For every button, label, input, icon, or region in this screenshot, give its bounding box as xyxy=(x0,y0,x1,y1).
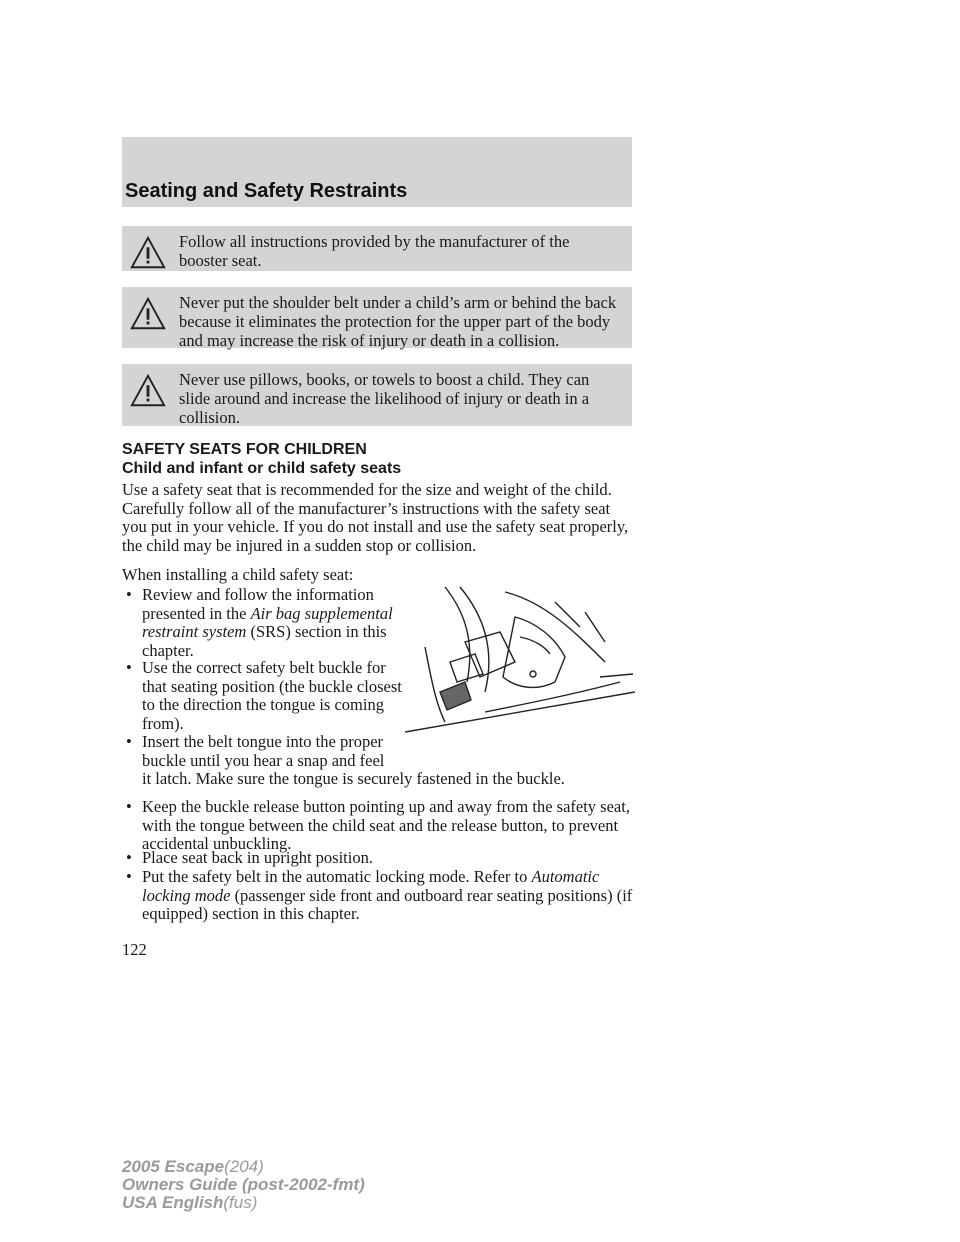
bullet-dot-icon: • xyxy=(126,848,132,867)
bullet-dot-icon: • xyxy=(126,797,132,816)
footer-model: 2005 Escape xyxy=(122,1157,225,1176)
body-paragraph: When installing a child safety seat: xyxy=(122,565,354,584)
section-heading: SAFETY SEATS FOR CHILDREN xyxy=(122,441,367,458)
section-subheading: Child and infant or child safety seats xyxy=(122,460,402,477)
list-item-text: (SRS) section in this chapter. xyxy=(142,622,387,660)
warning-triangle-icon xyxy=(129,295,167,333)
list-item-text: (passenger side front and outboard rear seating positions) (if equipped) section in this chapter. xyxy=(142,885,633,924)
footer xyxy=(122,1158,365,1212)
bullet-dot-icon: • xyxy=(126,732,132,751)
warning-text: Never put the shoulder belt under a child’s arm or behind the back because it eliminates the protection for the upper part of the body and may increase the risk of injury or death in a collision. xyxy=(179,293,617,350)
footer-language: USA English xyxy=(122,1193,224,1212)
footer-code: (204) xyxy=(224,1157,264,1176)
warning-box xyxy=(122,287,632,348)
warning-triangle-icon xyxy=(129,372,167,410)
list-item-text: Use the correct safety belt buckle for that seating position (the buckle closest to the direction the tongue is coming from). xyxy=(142,658,402,733)
list-item-text: Put the safety belt in the automatic locking mode. Refer to xyxy=(142,867,532,886)
page-title: Seating and Safety Restraints xyxy=(125,180,408,202)
list-item-reference: Air bag supplemental restraint system xyxy=(142,603,393,642)
page-number: 122 xyxy=(122,940,147,959)
warning-box xyxy=(122,226,632,271)
list-item-text: Review and follow the information presented in the xyxy=(142,585,374,623)
bullet-dot-icon: • xyxy=(126,867,132,886)
body-paragraph: Use a safety seat that is recommended for the size and weight of the child. Carefully follow all of the manufacturer’s instructions with the safety seat you put in your vehicle. If you do not install and use the safety seat properly, the child may be injured in a sudden stop or collision. xyxy=(122,480,629,555)
warning-triangle-icon xyxy=(129,234,167,272)
buckle-illustration xyxy=(405,582,635,742)
warning-text: Follow all instructions provided by the manufacturer of the booster seat. xyxy=(179,232,570,270)
list-item-reference: Automatic locking mode xyxy=(142,867,600,905)
list-item-text: Insert the belt tongue into the proper buckle until you hear a snap and feel it latch. Make sure the tongue is securely fastened in the buckle. xyxy=(142,732,565,789)
bullet-dot-icon: • xyxy=(126,658,132,677)
warning-text: Never use pillows, books, or towels to boost a child. They can slide around and increase the likelihood of injury or death in a collision. xyxy=(179,370,590,427)
list-item-text: Place seat back in upright position. xyxy=(142,848,373,867)
list-item-text: Keep the buckle release button pointing up and away from the safety seat, with the tongue between the child seat and the release button, to prevent accidental unbuckling. xyxy=(142,797,630,854)
warning-box xyxy=(122,364,632,426)
footer-lang-code: (fus) xyxy=(223,1193,258,1212)
bullet-dot-icon: • xyxy=(126,585,132,604)
footer-guide: Owners Guide (post-2002-fmt) xyxy=(122,1175,365,1194)
